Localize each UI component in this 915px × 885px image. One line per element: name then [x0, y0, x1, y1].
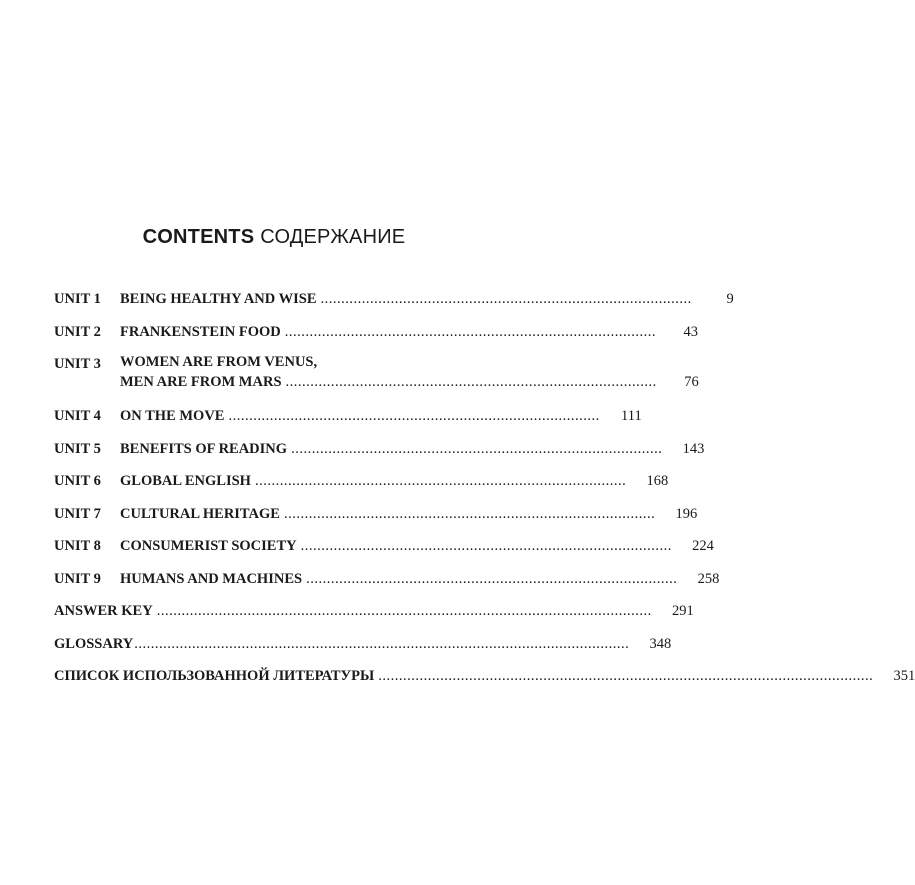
page-number: 196 — [675, 505, 698, 522]
page-number: 111 — [621, 408, 642, 424]
page-number: 76 — [684, 374, 699, 390]
toc-entry-unit-1[interactable] — [54, 289, 734, 309]
page-number: 168 — [646, 473, 669, 489]
entry-title-line — [54, 634, 629, 654]
toc-entry-glossary[interactable] — [54, 634, 672, 654]
entry-title: ON THE MOVE — [120, 408, 225, 424]
page-number: 224 — [692, 538, 714, 554]
toc-entry-bibliography[interactable] — [54, 666, 915, 686]
unit-label: UNIT 1 — [54, 291, 101, 307]
page-number: 9 — [726, 291, 734, 307]
dot-leader: .......................................................................................... — [228, 408, 600, 424]
toc-entry-unit-9[interactable] — [54, 569, 720, 589]
entry-title: BEING HEALTHY AND WISE — [120, 291, 317, 307]
dot-leader: .......................................................................................... — [306, 570, 678, 587]
unit-label: UNIT 9 — [54, 570, 101, 587]
entry-title-line — [120, 322, 656, 342]
entry-title-line — [120, 406, 600, 426]
entry-title-line-2: MEN ARE FROM MARS — [120, 374, 282, 390]
entry-title-block — [120, 352, 657, 392]
toc-entry-unit-4[interactable] — [54, 406, 642, 426]
entry-title-line — [120, 471, 626, 491]
page-number: 258 — [697, 570, 720, 587]
dot-leader: .......................................................................................... — [285, 374, 657, 390]
dot-leader: .......................................................................................... — [283, 505, 656, 522]
entry-title-line — [54, 666, 873, 686]
unit-label: UNIT 6 — [54, 473, 101, 489]
contents-heading — [0, 226, 548, 249]
unit-label: UNIT 5 — [54, 440, 101, 457]
dot-leader: .......................................................................................... — [254, 473, 627, 489]
entry-title: CULTURAL HERITAGE — [120, 505, 280, 522]
toc-entry-unit-7[interactable] — [54, 504, 698, 524]
dot-leader: .......................................................................................... — [300, 538, 672, 554]
entry-title: GLOSSARY — [54, 635, 134, 652]
unit-label: UNIT 3 — [54, 356, 101, 372]
table-of-contents — [54, 289, 915, 699]
entry-title-line — [120, 439, 662, 459]
unit-label: UNIT 8 — [54, 538, 101, 554]
page-number: 351 — [893, 668, 915, 684]
toc-entry-answer-key[interactable] — [54, 601, 694, 621]
entry-title: CONSUMERIST SOCIETY — [120, 538, 297, 554]
dot-leader: ........................................................................................................................ — [378, 668, 874, 684]
contents-heading-english: CONTENTS — [142, 226, 255, 248]
toc-entry-unit-6[interactable] — [54, 471, 669, 491]
entry-title: ANSWER KEY — [54, 603, 153, 619]
toc-entry-unit-8[interactable] — [54, 536, 714, 556]
contents-heading-russian: СОДЕРЖАНИЕ — [260, 226, 406, 248]
entry-title-line — [120, 569, 677, 589]
entry-title: HUMANS AND MACHINES — [120, 570, 303, 587]
entry-title-line-1: WOMEN ARE FROM VENUS, — [120, 354, 318, 370]
toc-entry-unit-3[interactable] — [54, 354, 699, 392]
entry-title: FRANKENSTEIN FOOD — [120, 323, 281, 340]
unit-label: UNIT 4 — [54, 408, 101, 424]
dot-leader: .......................................................................................... — [291, 440, 663, 457]
dot-leader: .......................................................................................... — [284, 323, 656, 340]
dot-leader: ........................................................................................................................ — [134, 635, 630, 652]
unit-label: UNIT 2 — [54, 323, 101, 340]
entry-title: GLOBAL ENGLISH — [120, 473, 251, 489]
toc-entry-unit-2[interactable] — [54, 322, 698, 342]
page-number: 348 — [649, 635, 672, 652]
unit-label: UNIT 7 — [54, 505, 101, 522]
toc-entry-unit-5[interactable] — [54, 439, 705, 459]
entry-title-line — [120, 289, 692, 309]
page-number: 291 — [671, 603, 694, 619]
entry-title-line — [120, 536, 672, 556]
entry-title: BENEFITS OF READING — [120, 440, 288, 457]
entry-title: СПИСОК ИСПОЛЬЗОВАННОЙ ЛИТЕРАТУРЫ — [54, 668, 375, 684]
page-number: 143 — [682, 440, 705, 457]
dot-leader: ........................................................................................................................ — [156, 603, 652, 619]
entry-title-line — [54, 601, 652, 621]
page-number: 43 — [683, 323, 698, 340]
entry-title-line-2-wrap — [120, 372, 657, 392]
dot-leader: .......................................................................................... — [320, 291, 692, 307]
entry-title-line — [120, 504, 655, 524]
